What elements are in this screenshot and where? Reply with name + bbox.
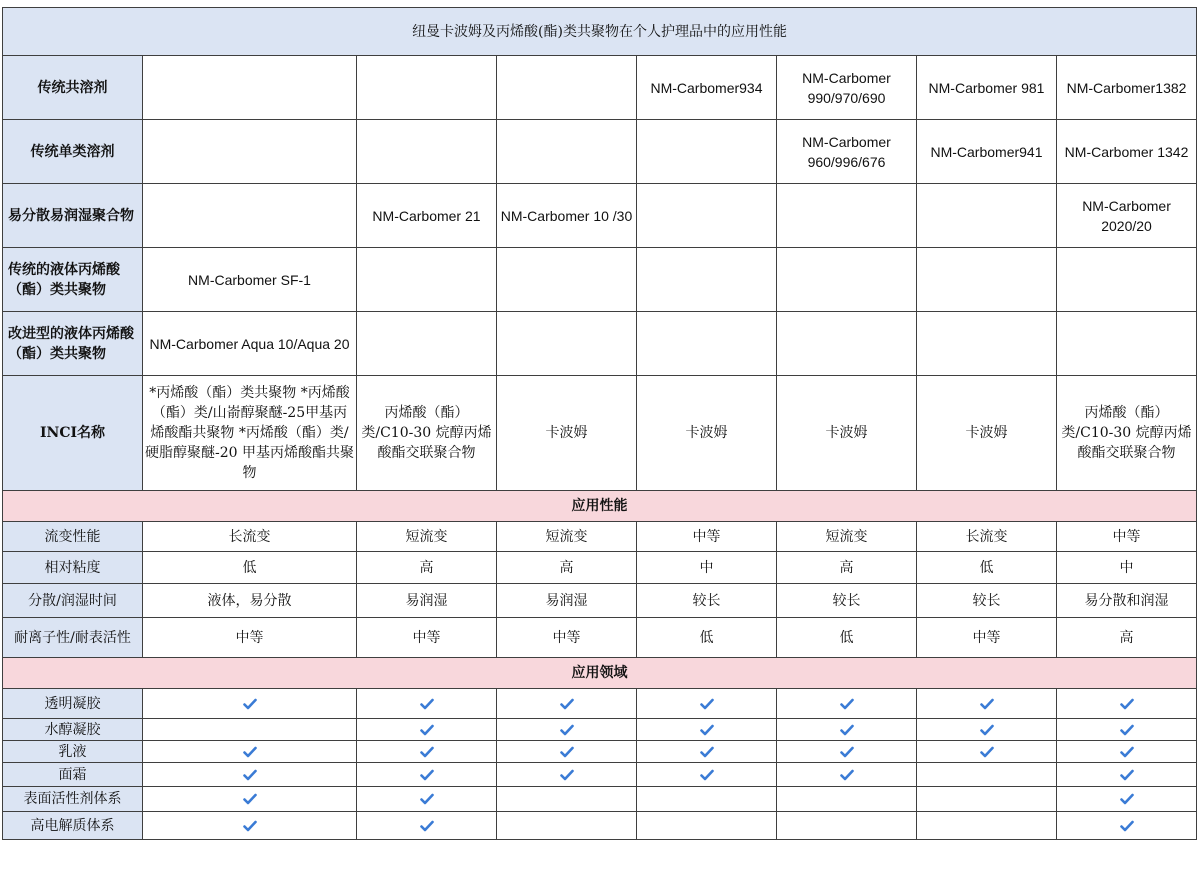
- row-label: 传统单类溶剂: [3, 120, 143, 184]
- application-cell: [1057, 689, 1197, 719]
- performance-value: 低: [143, 552, 357, 584]
- product-cell: NM-Carbomer1382: [1057, 56, 1197, 120]
- inci-cell: *丙烯酸（酯）类共聚物 *丙烯酸（酯）类/山嵛醇聚醚-25甲基丙烯酸酯共聚物 *丙烯酸（酯）类/硬脂醇聚醚-20 甲基丙烯酸酯共聚物: [143, 376, 357, 491]
- application-row: [3, 741, 1197, 763]
- cell: [497, 120, 637, 184]
- performance-row: [3, 618, 1197, 658]
- application-rows: [3, 689, 1197, 840]
- row-label: INCI名称: [3, 376, 143, 491]
- application-cell: [917, 689, 1057, 719]
- product-cell: NM-Carbomer 21: [357, 184, 497, 248]
- application-cell: [917, 741, 1057, 763]
- checkmark-icon: [243, 820, 257, 832]
- checkmark-icon: [243, 793, 257, 805]
- checkmark-icon: [420, 746, 434, 758]
- product-cell: NM-Carbomer941: [917, 120, 1057, 184]
- application-cell: [917, 719, 1057, 741]
- row-traditional-single-solvent: [3, 120, 1197, 184]
- checkmark-icon: [840, 769, 854, 781]
- cell: [637, 248, 777, 312]
- application-cell: [777, 689, 917, 719]
- performance-value: 低: [777, 618, 917, 658]
- performance-value: 高: [1057, 618, 1197, 658]
- cell: [357, 56, 497, 120]
- application-label: 水醇凝胶: [3, 719, 143, 741]
- product-cell: NM-Carbomer 960/996/676: [777, 120, 917, 184]
- performance-value: 易润湿: [497, 584, 637, 618]
- checkmark-icon: [560, 698, 574, 710]
- performance-value: 中等: [357, 618, 497, 658]
- application-cell: [143, 741, 357, 763]
- performance-row: [3, 552, 1197, 584]
- application-cell: [497, 741, 637, 763]
- application-cell: [497, 763, 637, 787]
- checkmark-icon: [243, 698, 257, 710]
- checkmark-icon: [420, 724, 434, 736]
- performance-value: 高: [497, 552, 637, 584]
- application-cell: [1057, 812, 1197, 840]
- row-label: 传统共溶剂: [3, 56, 143, 120]
- performance-value: 中等: [1057, 522, 1197, 552]
- performance-row: [3, 584, 1197, 618]
- product-cell: NM-Carbomer 10 /30: [497, 184, 637, 248]
- application-row: [3, 787, 1197, 812]
- application-cell: [497, 689, 637, 719]
- performance-value: 液体，易分散: [143, 584, 357, 618]
- product-cell: NM-Carbomer 1342: [1057, 120, 1197, 184]
- application-label: 面霜: [3, 763, 143, 787]
- product-cell: NM-Carbomer 990/970/690: [777, 56, 917, 120]
- cell: [497, 56, 637, 120]
- application-cell: [777, 741, 917, 763]
- performance-rows: [3, 522, 1197, 658]
- row-traditional-cosolvent: [3, 56, 1197, 120]
- performance-value: 中: [637, 552, 777, 584]
- application-label: 乳液: [3, 741, 143, 763]
- application-cell: [917, 763, 1057, 787]
- inci-cell: 卡波姆: [637, 376, 777, 491]
- checkmark-icon: [560, 746, 574, 758]
- cell: [917, 248, 1057, 312]
- application-label: 高电解质体系: [3, 812, 143, 840]
- application-cell: [1057, 741, 1197, 763]
- application-cell: [637, 741, 777, 763]
- performance-label: 相对粘度: [3, 552, 143, 584]
- application-cell: [637, 719, 777, 741]
- performance-value: 低: [917, 552, 1057, 584]
- application-cell: [143, 763, 357, 787]
- application-cell: [497, 719, 637, 741]
- checkmark-icon: [980, 746, 994, 758]
- checkmark-icon: [420, 820, 434, 832]
- row-traditional-liquid: [3, 248, 1197, 312]
- checkmark-icon: [1120, 746, 1134, 758]
- row-inci: [3, 376, 1197, 491]
- product-cell: NM-Carbomer 2020/20: [1057, 184, 1197, 248]
- cell: [497, 312, 637, 376]
- checkmark-icon: [1120, 769, 1134, 781]
- inci-cell: 卡波姆: [497, 376, 637, 491]
- product-cell: NM-Carbomer Aqua 10/Aqua 20: [143, 312, 357, 376]
- inci-cell: 卡波姆: [917, 376, 1057, 491]
- inci-cell: 丙烯酸（酯）类/C10-30 烷醇丙烯酸酯交联聚合物: [357, 376, 497, 491]
- application-cell: [637, 763, 777, 787]
- performance-value: 高: [777, 552, 917, 584]
- application-cell: [497, 787, 637, 812]
- checkmark-icon: [1120, 793, 1134, 805]
- performance-value: 短流变: [497, 522, 637, 552]
- application-row: [3, 812, 1197, 840]
- application-row: [3, 719, 1197, 741]
- application-cell: [1057, 719, 1197, 741]
- application-cell: [357, 719, 497, 741]
- application-cell: [777, 787, 917, 812]
- application-cell: [357, 741, 497, 763]
- performance-label: 耐离子性/耐表活性: [3, 618, 143, 658]
- checkmark-icon: [243, 769, 257, 781]
- performance-label: 分散/润湿时间: [3, 584, 143, 618]
- row-label: 易分散易润湿聚合物: [3, 184, 143, 248]
- checkmark-icon: [980, 724, 994, 736]
- inci-cell: 卡波姆: [777, 376, 917, 491]
- checkmark-icon: [980, 698, 994, 710]
- cell: [917, 312, 1057, 376]
- row-easy-disperse: [3, 184, 1197, 248]
- cell: [777, 248, 917, 312]
- inci-cell: 丙烯酸（酯）类/C10-30 烷醇丙烯酸酯交联聚合物: [1057, 376, 1197, 491]
- checkmark-icon: [700, 746, 714, 758]
- checkmark-icon: [840, 724, 854, 736]
- application-label: 表面活性剂体系: [3, 787, 143, 812]
- performance-value: 较长: [637, 584, 777, 618]
- performance-value: 易润湿: [357, 584, 497, 618]
- application-cell: [637, 812, 777, 840]
- row-label: 传统的液体丙烯酸（酯）类共聚物: [3, 248, 143, 312]
- performance-value: 较长: [917, 584, 1057, 618]
- application-cell: [637, 787, 777, 812]
- product-cell: NM-Carbomer SF-1: [143, 248, 357, 312]
- performance-value: 低: [637, 618, 777, 658]
- application-cell: [143, 787, 357, 812]
- product-cell: NM-Carbomer934: [637, 56, 777, 120]
- performance-value: 易分散和润湿: [1057, 584, 1197, 618]
- application-cell: [637, 689, 777, 719]
- performance-value: 较长: [777, 584, 917, 618]
- checkmark-icon: [840, 746, 854, 758]
- performance-value: 中等: [143, 618, 357, 658]
- cell: [357, 120, 497, 184]
- section-application: 应用领域: [3, 658, 1197, 689]
- table-title: 纽曼卡波姆及丙烯酸(酯)类共聚物在个人护理品中的应用性能: [3, 8, 1197, 56]
- application-cell: [357, 689, 497, 719]
- checkmark-icon: [560, 769, 574, 781]
- application-cell: [143, 719, 357, 741]
- checkmark-icon: [1120, 724, 1134, 736]
- performance-label: 流变性能: [3, 522, 143, 552]
- application-row: [3, 689, 1197, 719]
- application-cell: [357, 787, 497, 812]
- checkmark-icon: [1120, 698, 1134, 710]
- checkmark-icon: [243, 746, 257, 758]
- cell: [917, 184, 1057, 248]
- performance-value: 短流变: [357, 522, 497, 552]
- cell: [357, 248, 497, 312]
- cell: [1057, 312, 1197, 376]
- cell: [143, 184, 357, 248]
- application-cell: [497, 812, 637, 840]
- application-cell: [143, 689, 357, 719]
- application-cell: [917, 787, 1057, 812]
- checkmark-icon: [700, 769, 714, 781]
- checkmark-icon: [560, 724, 574, 736]
- checkmark-icon: [1120, 820, 1134, 832]
- checkmark-icon: [700, 698, 714, 710]
- application-cell: [357, 812, 497, 840]
- application-cell: [143, 812, 357, 840]
- application-cell: [1057, 763, 1197, 787]
- performance-row: [3, 522, 1197, 552]
- application-cell: [777, 719, 917, 741]
- application-cell: [777, 763, 917, 787]
- checkmark-icon: [420, 793, 434, 805]
- performance-value: 高: [357, 552, 497, 584]
- row-label: 改进型的液体丙烯酸（酯）类共聚物: [3, 312, 143, 376]
- cell: [1057, 248, 1197, 312]
- cell: [497, 248, 637, 312]
- cell: [143, 120, 357, 184]
- cell: [637, 120, 777, 184]
- application-cell: [357, 763, 497, 787]
- application-row: [3, 763, 1197, 787]
- performance-value: 长流变: [917, 522, 1057, 552]
- carbomer-application-table: [2, 7, 1197, 840]
- cell: [357, 312, 497, 376]
- checkmark-icon: [420, 769, 434, 781]
- checkmark-icon: [840, 698, 854, 710]
- application-cell: [917, 812, 1057, 840]
- performance-value: 中等: [637, 522, 777, 552]
- cell: [637, 312, 777, 376]
- performance-value: 短流变: [777, 522, 917, 552]
- performance-value: 长流变: [143, 522, 357, 552]
- cell: [777, 312, 917, 376]
- performance-value: 中: [1057, 552, 1197, 584]
- cell: [143, 56, 357, 120]
- performance-value: 中等: [497, 618, 637, 658]
- performance-value: 中等: [917, 618, 1057, 658]
- checkmark-icon: [420, 698, 434, 710]
- cell: [637, 184, 777, 248]
- cell: [777, 184, 917, 248]
- section-performance: 应用性能: [3, 491, 1197, 522]
- checkmark-icon: [700, 724, 714, 736]
- application-label: 透明凝胶: [3, 689, 143, 719]
- product-cell: NM-Carbomer 981: [917, 56, 1057, 120]
- row-improved-liquid: [3, 312, 1197, 376]
- application-cell: [1057, 787, 1197, 812]
- application-cell: [777, 812, 917, 840]
